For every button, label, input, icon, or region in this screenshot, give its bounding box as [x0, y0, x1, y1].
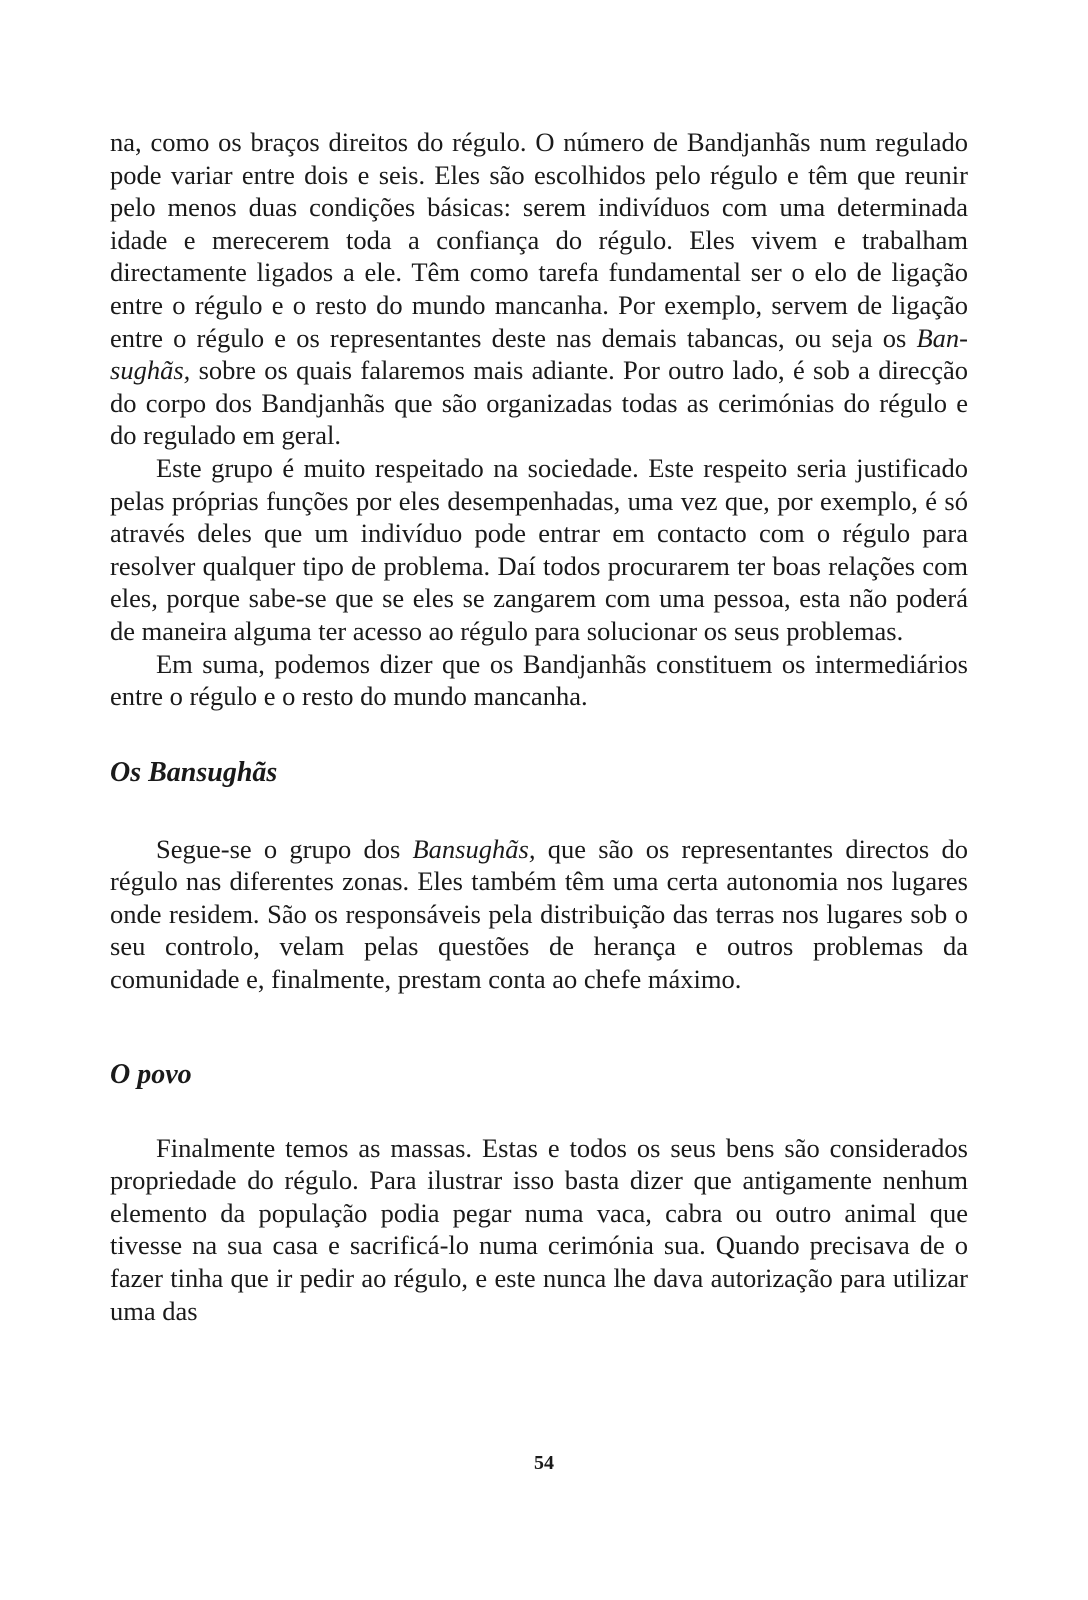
paragraph-bandjanhas-roles [110, 126, 968, 452]
paragraph-respect: Este grupo é muito respeitado na sociedade. Este respeito seria justificado pelas próprias funções por eles desempenhadas, uma vez que, por exemplo, é só através deles que um indivíduo pode entrar em contacto com o régulo para resolver qualquer tipo de problema. Daí todos procurarem ter boas relações com eles, porque sabe-se que se eles se zangarem com uma pessoa, esta não poderá de maneira alguma ter acesso ao régulo para solucionar os seus problemas. [110, 452, 968, 646]
paragraph-text: na, como os braços direitos do régulo. O número de Bandjanhãs num regulado pode variar entre dois e seis. Eles são escolhidos pelo régulo e têm que reunir pelo menos duas condições básicas: serem indivíduos com uma determinada idade e merecerem toda a confiança do régulo. Eles vivem e trabalham directamente ligados a ele. Têm como tarefa fundamental ser o elo de ligação entre o régulo e o resto do mundo mancanha. Por exemplo, servem de ligação entre o régulo e os representantes deste nas demais tabancas, ou seja os [110, 127, 968, 353]
paragraph-povo: Finalmente temos as massas. Estas e todos os seus bens são considerados propriedade do régulo. Para ilustrar isso basta dizer que antigamente nenhum elemento da população podia pegar numa vaca, cabra ou outro animal que tivesse na sua casa e sacrificá-lo numa cerimónia sua. Quando precisava de o fazer tinha que ir pedir ao régulo, e este nunca lhe dava autorização para utilizar uma das [110, 1132, 968, 1326]
italic-term: Bansughãs, [110, 322, 968, 386]
paragraph-text: sobre os quais falaremos mais adiante. Por outro lado, é sob a direcção do corpo dos Bandjanhãs que são organizadas todas as cerimónias do régulo e do regulado em geral. [110, 355, 968, 451]
paragraph-summary: Em suma, podemos dizer que os Bandjanhãs constituem os intermediários entre o régulo e o resto do mundo mancanha. [110, 648, 968, 712]
paragraph-bansughas [110, 833, 968, 996]
italic-term: Bansughãs, [412, 833, 536, 864]
page-number: 54 [534, 1452, 554, 1474]
page-body [110, 126, 968, 1327]
section-heading-bansughas: Os Bansughãs [110, 756, 278, 788]
paragraph-text: que são os representantes directos do régulo nas diferentes zonas. Eles também têm uma certa autonomia nos lugares onde residem. São os responsáveis pela distribuição das terras nos lugares sob o seu controlo, velam pelas questões de herança e outros problemas da comunidade e, finalmente, prestam conta ao chefe máximo. [110, 833, 968, 995]
section-heading-povo: O povo [110, 1058, 192, 1090]
paragraph-text: Segue-se o grupo dos [156, 833, 413, 864]
